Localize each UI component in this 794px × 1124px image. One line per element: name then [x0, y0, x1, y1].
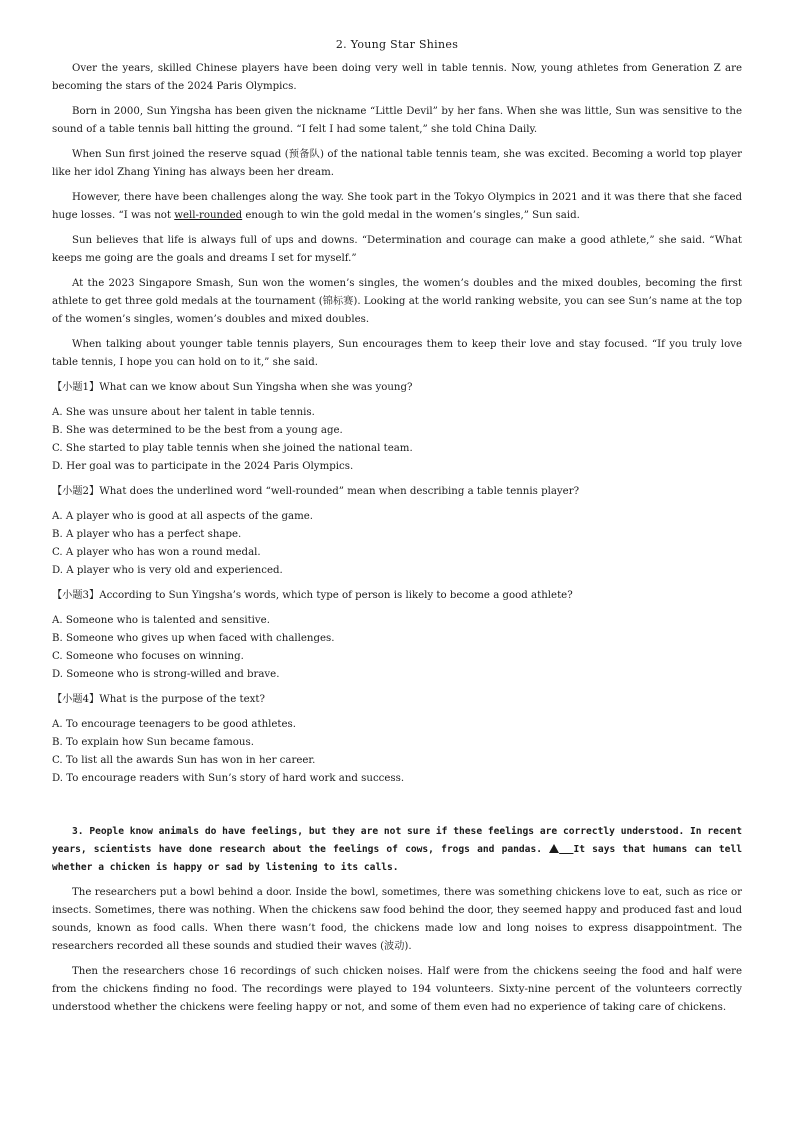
question-4	[52, 691, 742, 788]
option-b: B. She was determined to be the best from a young age.	[52, 425, 343, 436]
paragraph: Then the researchers chose 16 recordings of such chicken noises. Half were from the chickens seeing the food and half were from the chickens finding no food. The recordings were played to 194 volunteers. Sixty-nine percent of the volunteers correctly understood whether the chickens were feeling happy or not, and some of them even had no experience of taking care of chickens.	[52, 966, 742, 1013]
option-d: D. Someone who is strong-willed and brave.	[52, 669, 280, 680]
option-b: B. A player who has a perfect shape.	[52, 529, 242, 540]
document-page	[52, 38, 742, 1024]
option-c: C. A player who has won a round medal.	[52, 547, 261, 558]
text-run: 3. People know animals do have feelings, but they are not sure if these feelings are correctly understood. In recent years, scientists have done research about the feelings of cows, frogs and pandas.	[52, 826, 743, 855]
option-a: A. A player who is good at all aspects of the game.	[52, 511, 314, 522]
paragraph	[52, 189, 742, 225]
passage-title: 2. Young Star Shines	[335, 38, 459, 51]
option-d: D. Her goal was to participate in the 2024 Paris Olympics.	[52, 461, 354, 472]
paragraph: At the 2023 Singapore Smash, Sun won the women’s singles, the women’s doubles and the mixed doubles, becoming the first athlete to get three gold medals at the tournament (锦标赛). Looking at the world ranking website, you can see Sun’s name at the top of the women’s singles, women’s doubles and mixed doubles.	[52, 278, 742, 325]
paragraph: When Sun first joined the reserve squad (预备队) of the national table tennis team, she was excited. Becoming a world top player like her idol Zhang Yining has always been her dream.	[52, 149, 742, 178]
option-b: B. Someone who gives up when faced with challenges.	[52, 633, 335, 644]
question-stem: 【小题3】According to Sun Yingsha’s words, which type of person is likely to become a good athlete?	[52, 590, 573, 601]
option-c: C. To list all the awards Sun has won in her career.	[52, 755, 316, 766]
question-1	[52, 379, 742, 476]
answer-blank	[559, 844, 573, 855]
triangle-blank-icon	[549, 844, 559, 853]
question-stem: 【小题2】What does the underlined word “well-rounded” mean when describing a table tennis player?	[52, 486, 580, 497]
paragraph: When talking about younger table tennis players, Sun encourages them to keep their love and stay focused. “If you truly love table tennis, I hope you can hold on to it,” she said.	[52, 339, 742, 368]
text-run: It says that humans can tell whether a chicken is happy or sad by listening to its calls.	[52, 844, 743, 873]
option-a: A. Someone who is talented and sensitive.	[52, 615, 270, 626]
paragraph: Born in 2000, Sun Yingsha has been given the nickname “Little Devil” by her fans. When she was little, Sun was sensitive to the sound of a table tennis ball hitting the ground. “I felt I had some talent,” she told China Daily.	[52, 106, 742, 135]
text-run: enough to win the gold medal in the women’s singles,” Sun said.	[242, 210, 580, 221]
option-c: C. She started to play table tennis when she joined the national team.	[52, 443, 413, 454]
underlined-word: well-rounded	[174, 210, 243, 221]
option-a: A. She was unsure about her talent in table tennis.	[52, 407, 315, 418]
question-3	[52, 587, 742, 684]
question-2	[52, 483, 742, 580]
text-run: However, there have been challenges along the way. She took part in the Tokyo Olympics in 2021 and it was there that she faced huge losses. “I was not	[52, 192, 742, 221]
option-a: A. To encourage teenagers to be good athletes.	[52, 719, 297, 730]
option-d: D. To encourage readers with Sun’s story of hard work and success.	[52, 773, 405, 784]
section-3-intro	[52, 823, 742, 877]
option-c: C. Someone who focuses on winning.	[52, 651, 244, 662]
paragraph: Sun believes that life is always full of ups and downs. “Determination and courage can make a good athlete,” she said. “What keeps me going are the goals and dreams I set for myself.”	[52, 235, 742, 264]
paragraph: Over the years, skilled Chinese players have been doing very well in table tennis. Now, young athletes from Generation Z are becoming the stars of the 2024 Paris Olympics.	[52, 63, 742, 92]
option-d: D. A player who is very old and experienced.	[52, 565, 283, 576]
question-stem: 【小题4】What is the purpose of the text?	[52, 694, 265, 705]
option-b: B. To explain how Sun became famous.	[52, 737, 254, 748]
paragraph: The researchers put a bowl behind a door. Inside the bowl, sometimes, there was something chickens love to eat, such as rice or insects. Sometimes, there was nothing. When the chickens saw food behind the door, they seemed happy and produced fast and loud sounds, known as food calls. When there wasn’t food, the chickens made low and long noises to express disappointment. The researchers recorded all these sounds and studied their waves (波动).	[52, 887, 742, 952]
question-stem: 【小题1】What can we know about Sun Yingsha when she was young?	[52, 382, 413, 393]
